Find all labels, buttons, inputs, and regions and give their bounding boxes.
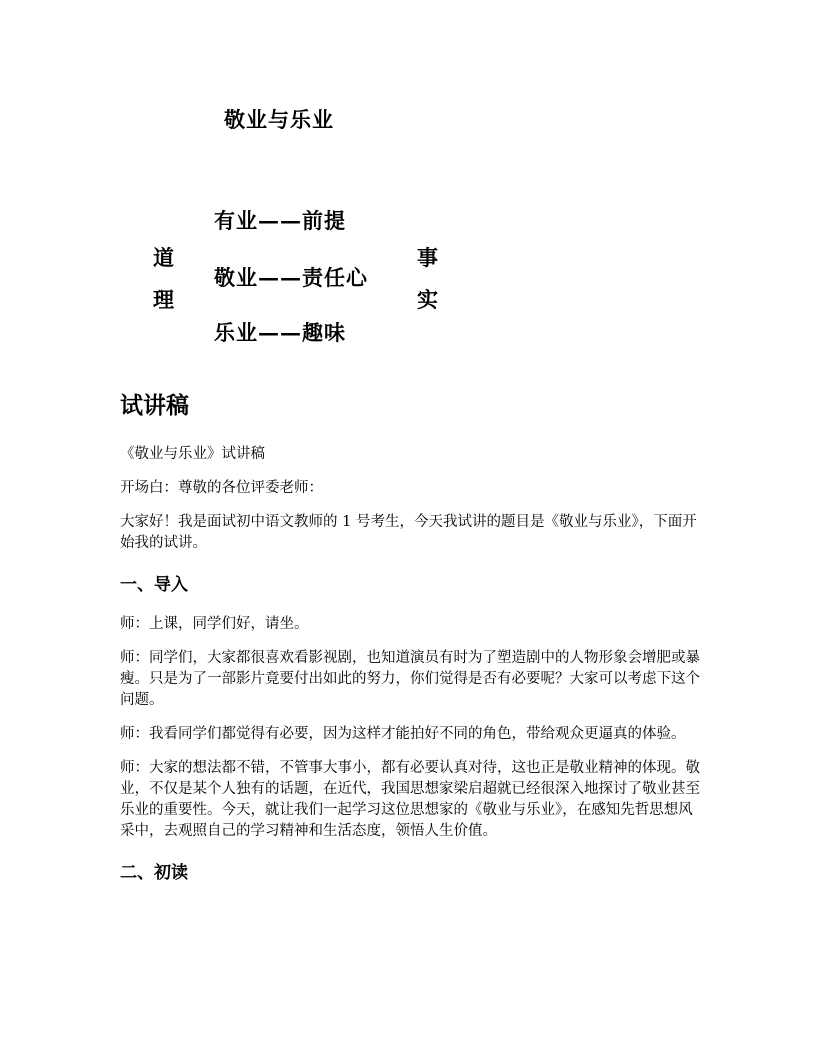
- paragraph-3: 师：我看同学们都觉得有必要，因为这样才能拍好不同的角色，带给观众更逼真的体验。: [120, 726, 686, 742]
- paragraph-2: 师：同学们，大家都很喜欢看影视剧，也知道演员有时为了塑造剧中的人物形象会增肥或暴瘦。只是为了一部影片竟要付出如此的努力，你们觉得是否有必要呢？大家可以考虑下这个问题。: [120, 650, 700, 708]
- document-subtitle: 《敬业与乐业》试讲稿: [120, 446, 265, 462]
- board-title: 敬业与乐业: [224, 107, 334, 132]
- section-heading-first-reading: 二、初读: [120, 863, 188, 883]
- paragraph-4: 师：大家的想法都不错，不管事大事小，都有必要认真对待，这也正是敬业精神的体现。敬业，不仅是某个人独有的话题，在近代，我国思想家梁启超就已经很深入地探讨了敬业甚至乐业的重要性。今天，就让我们一起学习这位思想家的《敬业与乐业》，在感知先哲思想风采中，去观照自己的学习精神和生活态度，领悟人生价值。: [120, 760, 700, 839]
- board-line-leye: 乐业——趣味: [214, 320, 346, 345]
- document-heading: 试讲稿: [120, 393, 189, 419]
- section-heading-intro: 一、导入: [120, 575, 188, 595]
- document-body: [120, 390, 700, 902]
- board-right-top: 事: [417, 245, 439, 270]
- board-line-jingye: 敬业——责任心: [214, 265, 368, 290]
- board-left-top: 道: [153, 245, 175, 270]
- intro-paragraph: 大家好！我是面试初中语文教师的 1 号考生，今天我试讲的题目是《敬业与乐业》，下面开始我的试讲。: [120, 514, 697, 551]
- paragraph-1: 师：上课，同学们好，请坐。: [120, 616, 309, 632]
- board-line-youye: 有业——前提: [214, 208, 346, 233]
- board-right-bottom: 实: [417, 287, 439, 312]
- opening-line: 开场白：尊敬的各位评委老师：: [120, 480, 323, 496]
- board-left-bottom: 理: [153, 287, 175, 312]
